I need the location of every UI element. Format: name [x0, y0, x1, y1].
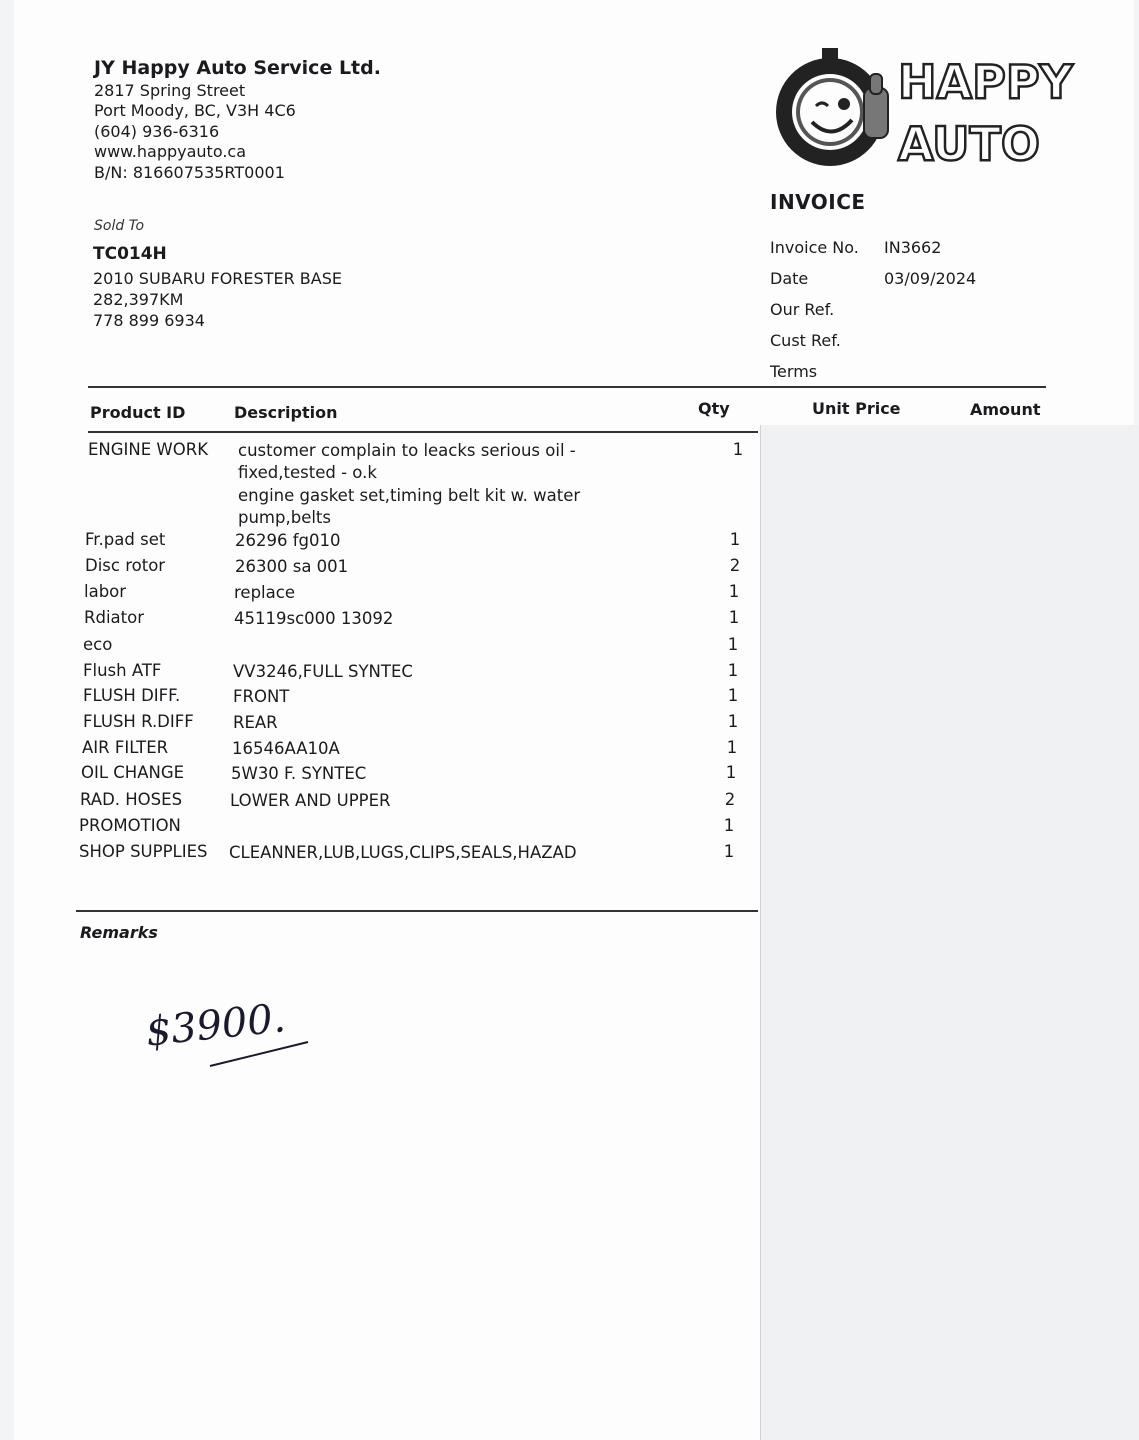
qty-cell: 1 [727, 635, 739, 654]
product-id-cell: Disc rotor [85, 556, 166, 575]
product-id-cell: eco [83, 635, 113, 654]
invoice-field [770, 356, 976, 387]
description-cell [230, 790, 575, 812]
header-unit-price: Unit Price [812, 399, 901, 418]
description-line: fixed,tested - o.k [238, 463, 377, 482]
product-id-cell: Fr.pad set [85, 530, 166, 549]
invoice-title: INVOICE [770, 190, 866, 214]
invoice-field [770, 263, 976, 294]
header-product-id: Product ID [90, 403, 186, 422]
qty-cell: 2 [729, 556, 741, 575]
invoice-field [770, 232, 976, 263]
product-id-cell: SHOP SUPPLIES [79, 842, 208, 861]
company-phone: (604) 936-6316 [94, 121, 220, 141]
description-line: CLEANNER,LUB,LUGS,CLIPS,SEALS,HAZAD [229, 843, 577, 862]
qty-cell: 1 [729, 530, 741, 549]
customer-mileage: 282,397KM [93, 290, 184, 309]
description-cell [233, 661, 578, 683]
header-amount: Amount [970, 400, 1041, 419]
company-bn: B/N: 816607535RT0001 [94, 162, 285, 182]
product-id-cell: PROMOTION [79, 816, 181, 835]
customer-info [93, 244, 342, 331]
table-bottom-rule [76, 910, 758, 912]
handwritten-total [140, 990, 330, 1070]
table-top-rule [88, 386, 1046, 388]
happy-auto-logo [772, 52, 1073, 172]
qty-cell: 1 [727, 712, 739, 731]
description-line: LOWER AND UPPER [230, 791, 391, 810]
product-id-cell: Rdiator [84, 608, 144, 627]
description-cell [233, 712, 578, 734]
invoice-field-value: IN3662 [884, 238, 942, 257]
description-line: 5W30 F. SYNTEC [231, 764, 367, 783]
description-cell [232, 738, 577, 760]
qty-cell: 1 [727, 661, 739, 680]
company-city: Port Moody, BC, V3H 4C6 [94, 101, 296, 120]
description-line: REAR [233, 713, 278, 732]
product-id-cell: AIR FILTER [82, 738, 169, 757]
description-cell [233, 686, 578, 708]
qty-cell: 1 [726, 738, 738, 757]
description-line: customer complain to leacks serious oil - [238, 441, 576, 460]
sold-to-label: Sold To [94, 218, 145, 234]
qty-cell: 1 [727, 686, 739, 705]
description-cell [238, 440, 583, 529]
description-cell [229, 842, 577, 864]
company-website: www.happyauto.ca [94, 142, 247, 161]
qty-cell: 1 [723, 816, 735, 835]
product-id-cell: OIL CHANGE [81, 763, 185, 782]
description-line: engine gasket set,timing belt kit w. water [238, 486, 581, 505]
invoice-field-label: Our Ref. [770, 300, 835, 319]
qty-cell: 1 [723, 842, 735, 861]
qty-cell: 1 [725, 763, 737, 782]
logo-line2: AUTO [898, 117, 1041, 171]
qty-cell: 2 [724, 790, 736, 809]
description-line: 26300 sa 001 [235, 557, 349, 576]
description-line: pump,belts [238, 508, 331, 527]
description-line: FRONT [233, 687, 290, 706]
qty-cell: 1 [732, 440, 744, 459]
description-cell [231, 763, 576, 785]
product-id-cell: RAD. HOSES [80, 790, 183, 809]
qty-cell: 1 [728, 582, 740, 601]
company-name: JY Happy Auto Service Ltd. [94, 57, 381, 79]
customer-code: TC014H [93, 244, 167, 264]
invoice-field [770, 294, 976, 325]
folded-paper-area [760, 425, 1139, 1440]
handwritten-amount: $3900. [143, 995, 288, 1056]
description-line: 26296 fg010 [235, 531, 341, 550]
description-cell [235, 556, 580, 578]
invoice-meta [770, 232, 976, 387]
header-description: Description [234, 403, 338, 422]
description-line: replace [234, 583, 295, 602]
description-cell [235, 530, 580, 552]
company-info [94, 58, 381, 183]
product-id-cell: ENGINE WORK [88, 440, 209, 459]
customer-phone: 778 899 6934 [93, 311, 205, 330]
description-cell [234, 582, 579, 604]
invoice-field-label: Terms [770, 362, 818, 381]
invoice-field-label: Date [770, 269, 809, 288]
product-id-cell: FLUSH DIFF. [83, 686, 181, 705]
company-street: 2817 Spring Street [94, 80, 246, 100]
description-cell [234, 608, 579, 630]
description-line: 45119sc000 13092 [234, 609, 394, 628]
header-bottom-rule [88, 431, 758, 433]
product-id-cell: FLUSH R.DIFF [83, 712, 194, 731]
invoice-field-label: Cust Ref. [770, 331, 841, 350]
invoice-field-value: 03/09/2024 [884, 269, 977, 288]
product-id-cell: labor [84, 582, 127, 601]
customer-vehicle: 2010 SUBARU FORESTER BASE [93, 269, 342, 288]
logo-line1: HAPPY [898, 55, 1073, 109]
remarks-label: Remarks [80, 923, 158, 942]
invoice-field-label: Invoice No. [770, 238, 859, 257]
product-id-cell: Flush ATF [83, 661, 162, 680]
qty-cell: 1 [728, 608, 740, 627]
description-line: 16546AA10A [232, 739, 340, 758]
description-line: VV3246,FULL SYNTEC [233, 662, 413, 681]
header-qty: Qty [698, 399, 730, 418]
invoice-field [770, 325, 976, 356]
